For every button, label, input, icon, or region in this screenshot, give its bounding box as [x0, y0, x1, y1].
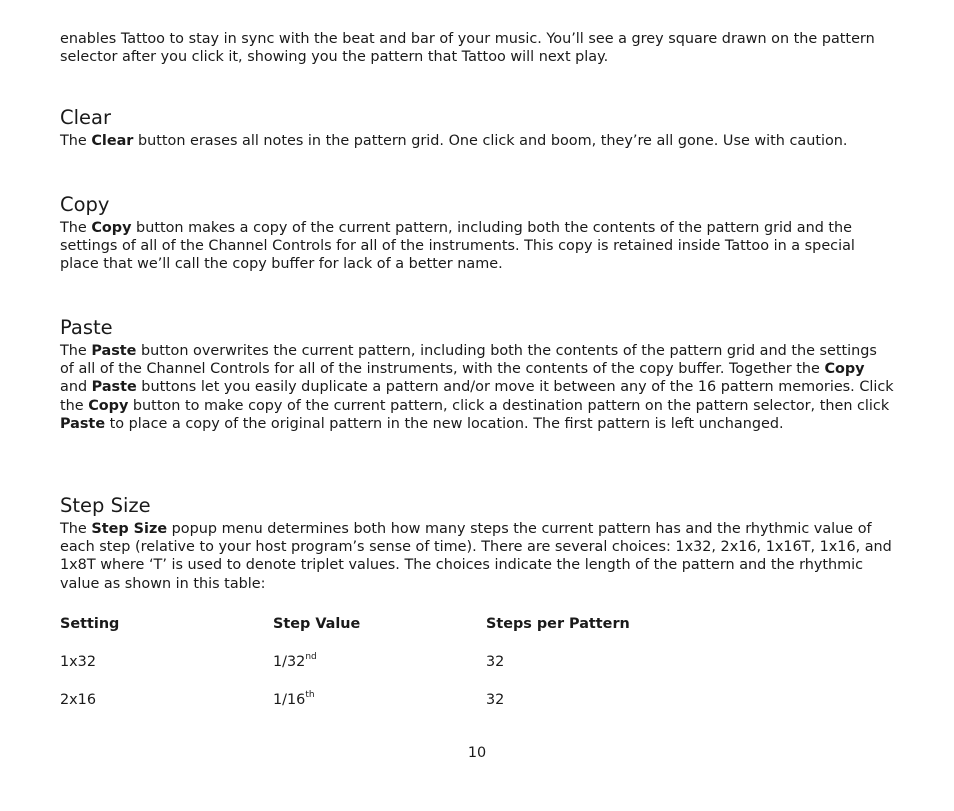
copy-paragraph: The Copy button makes a copy of the current pattern, including both the contents of the pattern grid and the settings of all of the Channel Controls for all of the instruments. This copy is retained inside Tattoo in a special place that we’ll call the copy buffer for lack of a better name.: [60, 220, 855, 273]
paste-paragraph: The Paste button overwrites the current pattern, including both the contents of the pattern grid and the settings of all of the Channel Controls for all of the instruments, with the contents of the copy buffer. Together the Copy and Paste buttons let you easily duplicate a pattern and/or move it between any of the 16 pattern memories. Click the Copy button to make copy of the current pattern, click a destination pattern on the pattern selector, then click Paste to place a copy of the original pattern in the new location. The first pattern is left unchanged.: [60, 343, 894, 432]
table-header-row: [60, 616, 895, 634]
clear-paragraph: The Clear button erases all notes in the pattern grid. One click and boom, they’re all gone. Use with caution.: [60, 133, 848, 149]
header-step-value: Step Value: [273, 616, 361, 632]
page-number: 10: [467, 745, 487, 761]
section-paste: [60, 316, 895, 433]
section-clear: [60, 106, 895, 150]
step-size-paragraph: The Step Size popup menu determines both how many steps the current pattern has and the rhythmic value of each step (relative to your host program’s sense of time). There are several choices: 1x32, 2x16, 1x16T, 1x16, and 1x8T where ‘T’ is used to denote triplet values. The choices indicate the length of the pattern and the rhythmic value as shown in this table:: [60, 521, 892, 592]
cell-setting: 2x16: [60, 692, 96, 708]
heading-clear: Clear: [60, 106, 111, 129]
header-steps-per-pattern: Steps per Pattern: [486, 616, 630, 632]
heading-step-size: Step Size: [60, 494, 151, 517]
table-row: [60, 654, 895, 672]
section-step-size: [60, 494, 895, 593]
cell-step-value: 1/16th: [273, 690, 315, 708]
cell-setting: 1x32: [60, 654, 96, 670]
header-setting: Setting: [60, 616, 120, 632]
cell-steps: 32: [486, 654, 505, 670]
heading-copy: Copy: [60, 193, 110, 216]
intro-paragraph: enables Tattoo to stay in sync with the beat and bar of your music. You’ll see a grey square drawn on the pattern selector after you click it, showing you the pattern that Tattoo will next play.: [60, 31, 875, 66]
section-copy: [60, 193, 895, 274]
heading-paste: Paste: [60, 316, 113, 339]
cell-step-value: 1/32nd: [273, 652, 317, 670]
cell-steps: 32: [486, 692, 505, 708]
table-row: [60, 692, 895, 710]
